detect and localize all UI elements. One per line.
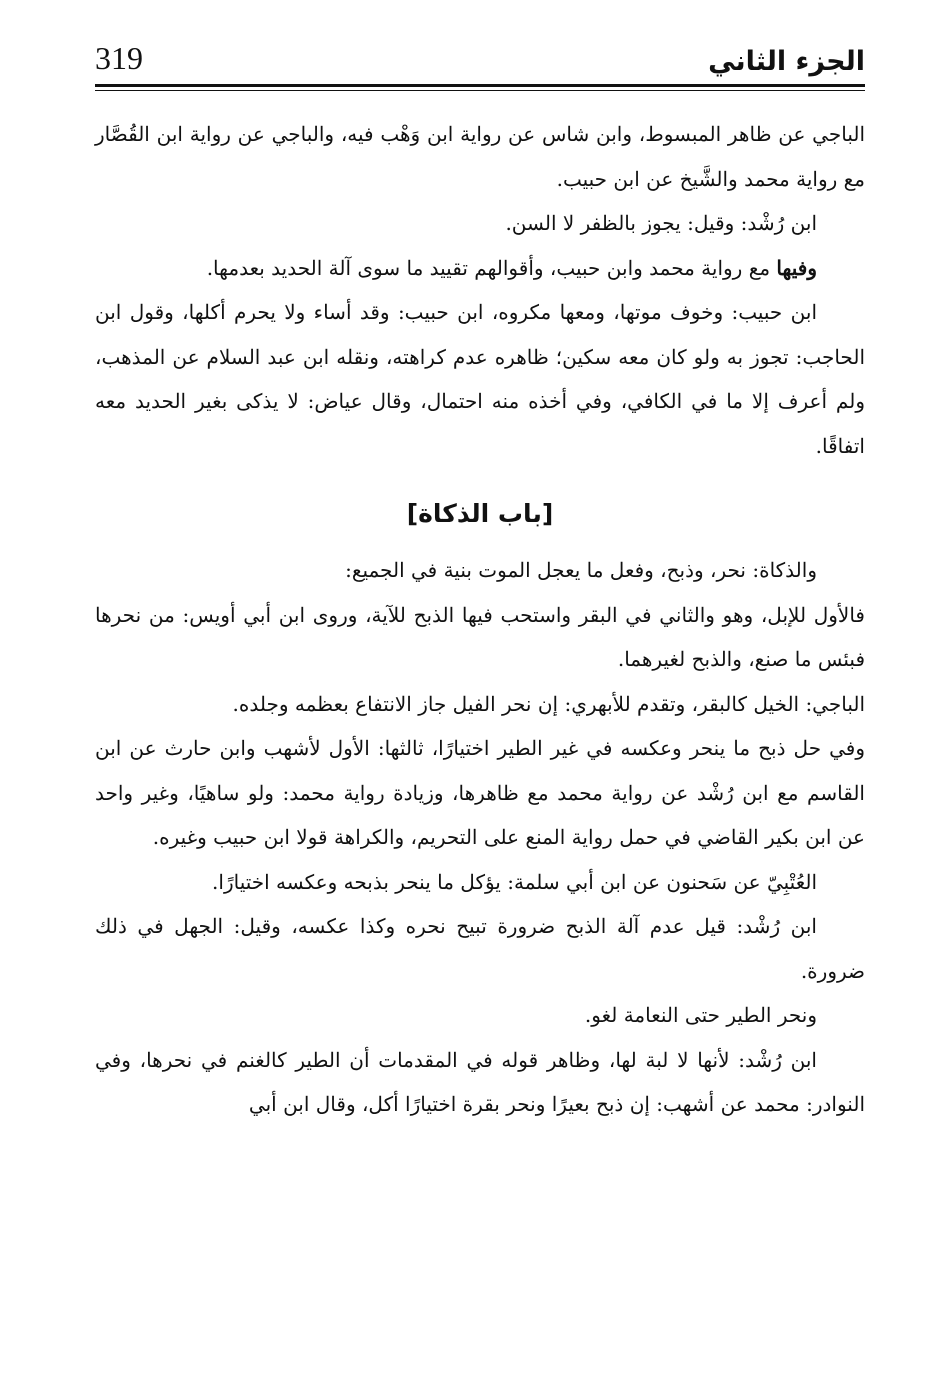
paragraph: العُتْبِيّ عن سَحنون عن ابن أبي سلمة: يؤكل ما ينحر بذبحه وعكسه اختيارًا.: [212, 869, 817, 894]
paragraph: ابن حبيب: وخوف موتها، ومعها مكروه، ابن حبيب: وقد أساء ولا يحرم أكلها، وقول ابن الحاجب: تجوز به ولو كان معه سكين؛ ظاهره عدم كراهته، ونقله ابن عبد السلام عن المذهب، ولم أعرف إلا ما في الكافي، وفي أخذه منه احتمال، وقال عياض: لا يذكى بغير الحديد معه اتفاقًا.: [95, 300, 865, 458]
page-header: [95, 38, 865, 90]
paragraph: ابن رُشْد: لأنها لا لبة لها، وظاهر قوله في المقدمات أن الطير كالغنم في نحرها، وفي النوادر: محمد عن أشهب: إن ذبح بعيرًا ونحر بقرة اختيارًا أكل، وقال ابن أبي: [95, 1047, 865, 1116]
paragraph-text: مع رواية محمد وابن حبيب، وأقوالهم تقييد ما سوى آلة الحديد بعدمها.: [206, 255, 771, 280]
header-rule-thick: [95, 84, 865, 87]
paragraph: فالأول للإبل، وهو والثاني في البقر واستحب فيها الذبح للآية، وروى ابن أبي أويس: من نحرها فبئس ما صنع، والذبح لغيرهما.: [95, 602, 865, 671]
paragraph: [95, 246, 865, 291]
paragraph: والذكاة: نحر، وذبح، وفعل ما يعجل الموت بنية في الجميع:: [345, 558, 817, 582]
page-number: 319: [95, 40, 143, 76]
paragraph: ابن رُشْد: وقيل: يجوز بالظفر لا السن.: [505, 211, 817, 235]
header-rule-thin: [95, 90, 865, 91]
section-title: [باب الذكاة]: [406, 499, 554, 528]
paragraph: ابن رُشْد: قيل عدم آلة الذبح ضرورة تبيح نحره وكذا عكسه، وقيل: الجهل في ذلك ضرورة.: [95, 914, 865, 983]
lead-word: وفيها: [776, 255, 817, 280]
running-head: الجزء الثاني: [708, 46, 865, 77]
paragraph: الباجي عن ظاهر المبسوط، وابن شاس عن رواية ابن وَهْب فيه، والباجي عن رواية ابن القُصَّار مع رواية محمد والشَّيخ عن ابن حبيب.: [95, 122, 865, 191]
paragraph: وفي حل ذبح ما ينحر وعكسه في غير الطير اختيارًا، ثالثها: الأول لأشهب وابن حارث عن ابن القاسم مع ابن رُشْد عن رواية محمد مع ظاهرها، وزيادة رواية محمد: ولو ساهيًا، وغير واحد عن ابن بكير القاضي في حمل رواية المنع على التحريم، والكراهة قولا ابن حبيب وغيره.: [95, 736, 865, 849]
paragraph: الباجي: الخيل كالبقر، وتقدم للأبهري: إن نحر الفيل جاز الانتفاع بعظمه وجلده.: [232, 691, 865, 716]
page-body: [95, 112, 865, 1127]
paragraph: ونحر الطير حتى النعامة لغو.: [584, 1003, 817, 1027]
